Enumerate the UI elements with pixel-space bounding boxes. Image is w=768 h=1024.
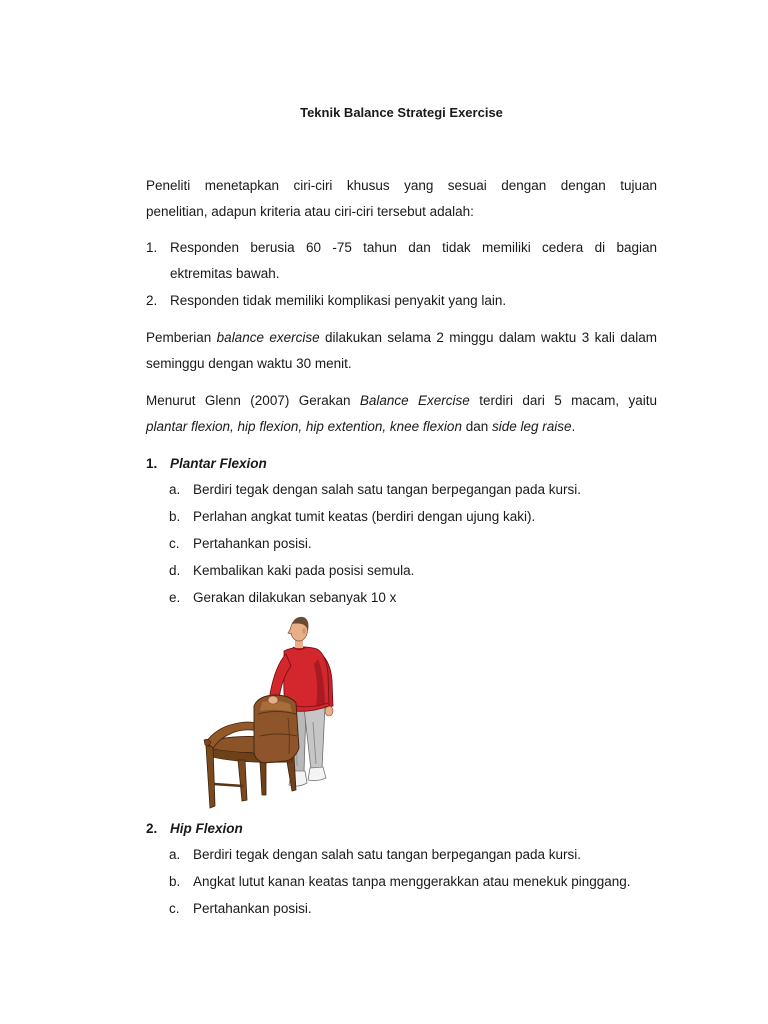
exercise-step bbox=[146, 896, 657, 923]
exercise-step bbox=[146, 585, 657, 612]
step-text: Berdiri tegak dengan salah satu tangan berpegangan pada kursi. bbox=[193, 482, 582, 498]
exercise-section bbox=[146, 451, 657, 612]
step-letter: d. bbox=[169, 562, 181, 578]
exercise-heading bbox=[146, 816, 657, 843]
step-letter: b. bbox=[169, 874, 181, 890]
italic-term: plantar flexion, hip flexion, hip extention, knee flexion bbox=[146, 419, 462, 435]
exercise-step bbox=[146, 531, 657, 558]
paragraph-line: penelitian, adapun kriteria atau ciri-ciri tersebut adalah: bbox=[146, 204, 474, 220]
text-segment: Pemberian bbox=[146, 329, 217, 345]
paragraph-line: Peneliti menetapkan ciri-ciri khusus yang sesuai dengan dengan tujuan bbox=[146, 177, 657, 193]
step-letter: a. bbox=[169, 482, 181, 498]
text-segment: dilakukan selama 2 minggu dalam waktu 3 kali dalam bbox=[319, 329, 657, 345]
exercise-section bbox=[146, 816, 657, 923]
paragraph-line bbox=[146, 388, 657, 415]
paragraph-line: seminggu dengan waktu 30 menit. bbox=[146, 356, 352, 372]
right-shoe bbox=[308, 767, 326, 781]
exercise-step bbox=[146, 842, 657, 869]
chair-leg bbox=[206, 746, 215, 808]
exercise-step bbox=[146, 504, 657, 531]
list-number: 1. bbox=[146, 239, 158, 255]
step-text: Kembalikan kaki pada posisi semula. bbox=[193, 562, 415, 578]
exercise-step bbox=[146, 869, 657, 896]
criteria-line: Responden tidak memiliki komplikasi penyakit yang lain. bbox=[170, 293, 507, 309]
exercise-step bbox=[146, 558, 657, 585]
step-text: Berdiri tegak dengan salah satu tangan berpegangan pada kursi. bbox=[193, 847, 582, 863]
criteria-line: Responden berusia 60 -75 tahun dan tidak memiliki cedera di bagian bbox=[170, 239, 657, 255]
criteria-line: ektremitas bawah. bbox=[170, 266, 280, 282]
italic-term: balance exercise bbox=[216, 329, 320, 345]
intro-paragraph bbox=[146, 173, 657, 227]
chair-leg bbox=[260, 762, 266, 795]
step-letter: e. bbox=[169, 589, 181, 605]
exercise-step bbox=[146, 477, 657, 504]
criteria-item bbox=[146, 235, 657, 289]
step-text: Perlahan angkat tumit keatas (berdiri dengan ujung kaki). bbox=[193, 509, 536, 525]
criteria-list bbox=[146, 235, 657, 315]
text-segment: . bbox=[571, 419, 576, 435]
step-letter: a. bbox=[169, 847, 181, 863]
text-segment: dan bbox=[461, 419, 492, 435]
movements-paragraph bbox=[146, 388, 657, 442]
exercise-number: 2. bbox=[146, 820, 158, 836]
exercise-heading bbox=[146, 451, 657, 478]
text-segment: terdiri dari 5 macam, yaitu bbox=[469, 392, 657, 408]
list-number: 2. bbox=[146, 293, 158, 309]
step-text: Angkat lutut kanan keatas tanpa menggerakkan atau menekuk pinggang. bbox=[193, 874, 631, 890]
text-segment: Menurut Glenn (2007) Gerakan bbox=[146, 392, 360, 408]
criteria-text bbox=[170, 288, 657, 315]
exercise-name: Hip Flexion bbox=[170, 820, 243, 836]
criteria-item bbox=[146, 288, 657, 315]
step-letter: b. bbox=[169, 509, 181, 525]
exercise-number: 1. bbox=[146, 455, 158, 471]
italic-term: Balance Exercise bbox=[359, 392, 470, 408]
chair-figure bbox=[204, 695, 299, 808]
criteria-text bbox=[170, 235, 657, 289]
chair-leg bbox=[238, 760, 247, 801]
step-text: Pertahankan posisi. bbox=[193, 535, 312, 551]
step-text: Pertahankan posisi. bbox=[193, 900, 312, 916]
step-letter: c. bbox=[169, 535, 180, 551]
right-hand bbox=[325, 706, 333, 716]
paragraph-line bbox=[146, 414, 657, 441]
left-hand bbox=[268, 696, 278, 704]
step-letter: c. bbox=[169, 900, 180, 916]
document-title: Teknik Balance Strategi Exercise bbox=[300, 104, 503, 120]
man-holding-chair-illustration bbox=[198, 614, 338, 814]
exercise-name: Plantar Flexion bbox=[170, 455, 267, 471]
paragraph-line bbox=[146, 325, 657, 352]
schedule-paragraph bbox=[146, 325, 657, 379]
italic-term: side leg raise bbox=[491, 419, 572, 435]
step-text: Gerakan dilakukan sebanyak 10 x bbox=[193, 589, 397, 605]
